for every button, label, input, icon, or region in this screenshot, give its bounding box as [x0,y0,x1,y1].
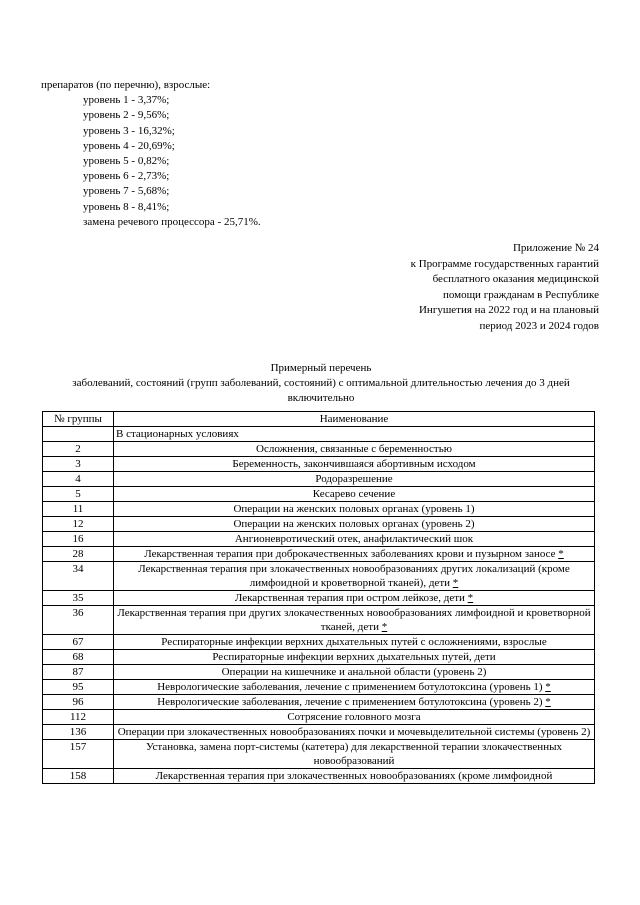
group-number: 96 [43,695,114,710]
group-name-text: Неврологические заболевания, лечение с применением ботулотоксина (уровень 2) [157,696,543,708]
table-row [43,710,595,725]
group-name-text: Лекарственная терапия при злокачественных новообразованиях других локализаций (кроме лимфоидной и кроветворной тканей), дети [138,563,570,589]
table-row [43,606,595,635]
intro-item: уровень 8 - 8,41%; [83,200,170,213]
appendix-header [339,241,599,335]
group-name [114,487,595,502]
group-name [114,650,595,665]
group-name-text: Лекарственная терапия при остром лейкозе, дети [234,592,465,604]
group-number: 4 [43,472,114,487]
table-row [43,769,595,784]
group-name-text: Сотрясение головного мозга [287,711,421,723]
group-number: 157 [43,740,114,769]
group-name-text: Осложнения, связанные с беременностью [256,443,452,455]
group-number: 16 [43,532,114,547]
table-row [43,562,595,591]
title-line-1: Примерный перечень [270,362,372,374]
intro-item: уровень 4 - 20,69%; [83,139,175,152]
header-group-number: № группы [43,412,114,427]
group-name [114,532,595,547]
table-row [43,680,595,695]
footnote-marker[interactable]: * [545,681,551,693]
group-number: 28 [43,547,114,562]
intro-item: уровень 7 - 5,68%; [83,185,170,198]
group-number: 5 [43,487,114,502]
table-row [43,650,595,665]
group-name-text: Лекарственная терапия при других злокачественных новообразованиях лимфоидной и кроветворной тканей, дети [117,607,591,633]
group-number: 136 [43,725,114,740]
group-name [114,695,595,710]
group-number: 2 [43,442,114,457]
intro-item: уровень 3 - 16,32%; [83,124,175,137]
footnote-marker[interactable]: * [545,696,551,708]
appendix-line: бесплатного оказания медицинской [432,273,599,286]
group-number: 34 [43,562,114,591]
footnote-marker[interactable]: * [558,548,564,560]
appendix-line: Ингушетия на 2022 год и на плановый [418,304,599,317]
group-number: 158 [43,769,114,784]
footnote-marker[interactable]: * [381,621,388,633]
group-name-text: Операции при злокачественных новообразованиях почки и мочевыделительной системы (уровень 2) [117,726,591,738]
group-name [114,740,595,769]
table-row [43,547,595,562]
title-line-2: заболеваний, состояний (групп заболеваний, состояний) с оптимальной длительностью лечения до 3 дней включительно [72,377,570,404]
appendix-line: Приложение № 24 [512,242,599,254]
group-number: 3 [43,457,114,472]
appendix-line: помощи гражданам в Республике [442,288,599,301]
intro-item: уровень 2 - 9,56%; [83,109,170,122]
group-name [114,635,595,650]
table-body [43,427,595,784]
group-name [114,710,595,725]
section-label: В стационарных условиях [114,427,595,442]
table-row [43,635,595,650]
header-name: Наименование [114,412,595,427]
group-number: 35 [43,591,114,606]
group-number: 87 [43,665,114,680]
group-name-text: Ангионевротический отек, анафилактический шок [234,533,474,545]
group-name-text: Операции на женских половых органах (уровень 2) [233,518,475,530]
group-name [114,472,595,487]
group-name-text: Лекарственная терапия при доброкачественных заболеваниях крови и пузырном заносе [144,548,556,560]
table-row [43,517,595,532]
appendix-line: период 2023 и 2024 годов [479,319,599,332]
footnote-marker[interactable]: * [452,577,459,589]
group-name [114,517,595,532]
table-section-row [43,427,595,442]
group-name [114,457,595,472]
table-row [43,740,595,769]
group-number: 112 [43,710,114,725]
group-name-text: Родоразрешение [315,473,393,485]
intro-item: уровень 6 - 2,73%; [83,170,170,183]
group-name-text: Неврологические заболевания, лечение с применением ботулотоксина (уровень 1) [157,681,543,693]
table-row [43,695,595,710]
group-name [114,591,595,606]
intro-item: уровень 1 - 3,37%; [83,94,170,107]
group-name [114,725,595,740]
group-number: 67 [43,635,114,650]
intro-first-line: препаратов (по перечню), взрослые: [41,79,211,91]
group-name-text: Респираторные инфекции верхних дыхательных путей, дети [212,651,496,663]
group-name-text: Беременность, закончившаяся абортивным исходом [232,458,476,470]
table-row [43,591,595,606]
group-number: 68 [43,650,114,665]
group-name-text: Операции на кишечнике и анальной области (уровень 2) [221,666,487,678]
table-row [43,665,595,680]
table-row [43,442,595,457]
group-number: 36 [43,606,114,635]
intro-item: уровень 5 - 0,82%; [83,155,170,168]
group-name [114,769,595,784]
table-row [43,502,595,517]
group-name-text: Лекарственная терапия при злокачественных новообразованиях (кроме лимфоидной [155,770,553,782]
group-name [114,665,595,680]
intro-item: замена речевого процессора - 25,71%. [83,215,261,228]
group-number: 11 [43,502,114,517]
table-row [43,725,595,740]
section-num-cell [43,427,114,442]
appendix-line: к Программе государственных гарантий [410,257,599,270]
group-name-text: Кесарево сечение [312,488,396,500]
group-name [114,680,595,695]
footnote-marker[interactable]: * [467,592,474,604]
group-name-text: Операции на женских половых органах (уровень 1) [233,503,475,515]
group-number: 12 [43,517,114,532]
group-name-text: Установка, замена порт-системы (катетера) для лекарственной терапии злокачественных новообразований [146,741,562,767]
table-header-row [43,412,595,427]
intro-block [41,78,261,230]
list-title [41,361,601,406]
table-row [43,457,595,472]
groups-table [42,411,595,784]
group-number: 95 [43,680,114,695]
table-row [43,532,595,547]
group-name-text: Респираторные инфекции верхних дыхательных путей с осложнениями, взрослые [161,636,547,648]
group-name [114,606,595,635]
group-name [114,547,595,562]
group-name [114,442,595,457]
group-name [114,502,595,517]
group-name [114,562,595,591]
table-row [43,472,595,487]
table-row [43,487,595,502]
